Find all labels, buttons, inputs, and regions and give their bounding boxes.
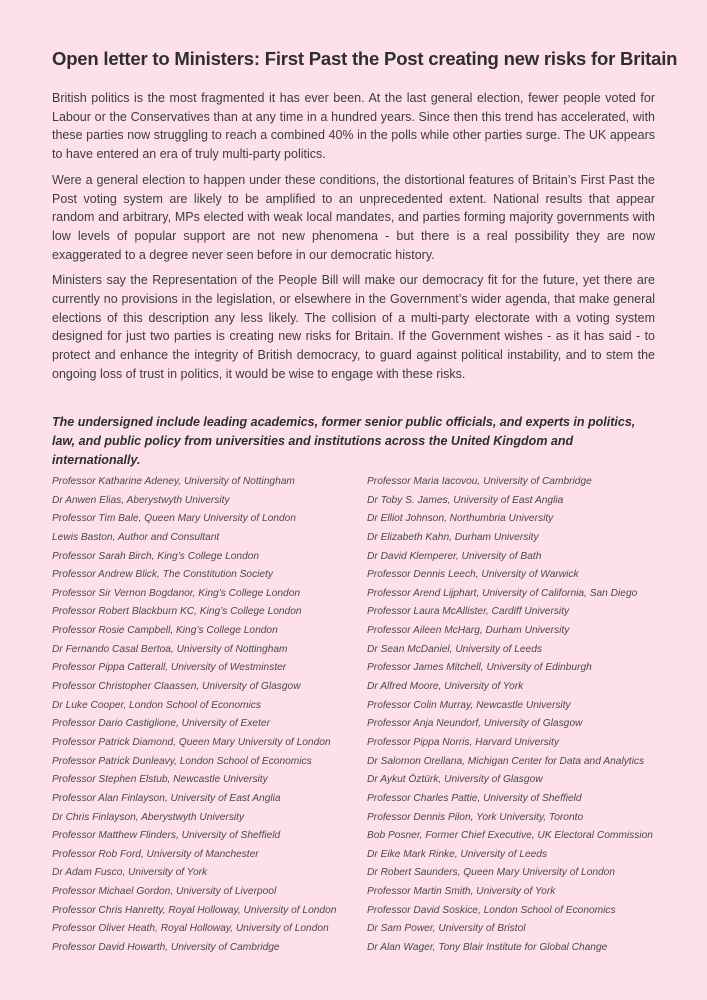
- signatory: Professor Pippa Catterall, University of Westminster: [52, 662, 287, 674]
- letter-body: [52, 89, 655, 391]
- signatory: Professor Laura McAllister, Cardiff University: [367, 606, 570, 618]
- signatory: Professor Andrew Blick, The Constitution Society: [52, 569, 274, 581]
- signatory: Dr Sam Power, University of Bristol: [367, 923, 526, 935]
- signatory: Bob Posner, Former Chief Executive, UK Electoral Commission: [367, 830, 653, 842]
- signatory: Professor Alan Finlayson, University of East Anglia: [52, 792, 281, 804]
- signatory: Professor David Howarth, University of Cambridge: [52, 942, 280, 954]
- signatory: Dr Alan Wager, Tony Blair Institute for Global Change: [367, 942, 608, 954]
- signatory: Dr Chris Finlayson, Aberystwyth University: [52, 811, 245, 823]
- signatory: Professor Martin Smith, University of York: [367, 886, 556, 898]
- signatory: Dr David Klemperer, University of Bath: [367, 550, 542, 562]
- signatory: Professor Maria Iacovou, University of Cambridge: [367, 476, 592, 487]
- signatory: Dr Elliot Johnson, Northumbria University: [367, 513, 554, 525]
- signatory: Professor Oliver Heath, Royal Holloway, University of London: [52, 923, 329, 935]
- signatory: Professor Pippa Norris, Harvard University: [367, 736, 559, 748]
- signatory: Professor James Mitchell, University of Edinburgh: [367, 662, 592, 674]
- signatories-intro: The undersigned include leading academics, former senior public officials, and experts in politics, law, and public policy from universities and institutions across the United Kingdom and internationally.: [52, 415, 636, 467]
- signatory: Professor Rob Ford, University of Manchester: [52, 848, 259, 860]
- signatory: Professor David Soskice, London School of Economics: [367, 904, 616, 916]
- paragraph: Were a general election to happen under these conditions, the distortional features of Britain’s First Past the Post voting system are likely to be amplified to an unprecedented extent. National results that appear random and arbitrary, MPs elected with weak local mandates, and parties forming majority governments with low levels of popular support are not new phenomena - but there is a real possibility they are now exaggerated to a degree never seen before in our democratic history.: [52, 172, 655, 262]
- signatory: Dr Eike Mark Rinke, University of Leeds: [367, 848, 548, 860]
- signatory: Professor Stephen Elstub, Newcastle University: [52, 774, 268, 786]
- signatory: Dr Luke Cooper, London School of Economics: [52, 699, 261, 711]
- signatory: Professor Charles Pattie, University of Sheffield: [367, 792, 582, 804]
- signatory: Professor Katharine Adeney, University of Nottingham: [52, 476, 295, 487]
- signatory: Professor Arend Lijphart, University of California, San Diego: [367, 587, 638, 599]
- signatory: Professor Dennis Leech, University of Warwick: [367, 569, 579, 581]
- signatory: Dr Anwen Elias, Aberystwyth University: [52, 494, 230, 506]
- signatory: Professor Robert Blackburn KC, King’s College London: [52, 606, 302, 618]
- signatory: Dr Fernando Casal Bertoa, University of Nottingham: [52, 643, 288, 655]
- paragraph: Ministers say the Representation of the People Bill will make our democracy fit for the future, yet there are currently no provisions in the legislation, or elsewhere in the Government’s wider agenda, that make general elections of this description any less likely. The collision of a multi-party electorate with a voting system designed for just two parties is creating new risks for Britain. If the Government wishes - as it has said - to protect and enhance the integrity of British democracy, to guard against political instability, and to stem the ongoing loss of trust in politics, it would be wise to engage with these risks.: [52, 273, 655, 381]
- signatory: Professor Christopher Claassen, University of Glasgow: [52, 681, 301, 693]
- signatory: Dr Aykut Öztürk, University of Glasgow: [367, 774, 543, 786]
- signatory: Professor Michael Gordon, University of Liverpool: [52, 886, 277, 898]
- signatories-column-left: [52, 475, 336, 960]
- signatory: Dr Alfred Moore, University of York: [367, 681, 524, 693]
- paragraph: British politics is the most fragmented it has ever been. At the last general election, fewer people voted for Labour or the Conservatives than at any time in a hundred years. Since then this trend has accelerated, with these parties now struggling to reach a combined 40% in the polls while other parties surge. The UK appears to have entered an era of truly multi-party politics.: [52, 91, 655, 162]
- signatory: Professor Sir Vernon Bogdanor, King’s College London: [52, 587, 301, 599]
- signatory: Dr Robert Saunders, Queen Mary University of London: [367, 867, 616, 879]
- signatory: Professor Patrick Diamond, Queen Mary University of London: [52, 736, 331, 748]
- page-title: Open letter to Ministers: First Past the Post creating new risks for Britain: [52, 48, 678, 69]
- signatory: Dr Elizabeth Kahn, Durham University: [367, 531, 539, 543]
- signatory: Professor Matthew Flinders, University of Sheffield: [52, 830, 281, 842]
- signatory: Professor Dennis Pilon, York University, Toronto: [367, 811, 584, 823]
- signatory: Professor Sarah Birch, King’s College London: [52, 550, 260, 562]
- signatory: Professor Rosie Campbell, King’s College London: [52, 625, 278, 637]
- signatory: Dr Adam Fusco, University of York: [52, 867, 208, 879]
- signatory: Professor Colin Murray, Newcastle University: [367, 699, 571, 711]
- signatory: Professor Patrick Dunleavy, London School of Economics: [52, 755, 312, 767]
- signatory: Professor Tim Bale, Queen Mary University of London: [52, 513, 296, 525]
- signatory: Professor Chris Hanretty, Royal Holloway, University of London: [52, 904, 337, 916]
- signatory: Professor Dario Castiglione, University of Exeter: [52, 718, 270, 730]
- signatory: Lewis Baston, Author and Consultant: [52, 531, 220, 543]
- signatory: Professor Anja Neundorf, University of Glasgow: [367, 718, 583, 730]
- signatory: Dr Salomon Orellana, Michigan Center for Data and Analytics: [367, 755, 645, 767]
- signatory: Dr Toby S. James, University of East Anglia: [367, 494, 564, 506]
- signatories-column-right: [367, 475, 653, 960]
- signatory: Dr Sean McDaniel, University of Leeds: [367, 643, 542, 655]
- signatory: Professor Aileen McHarg, Durham University: [367, 625, 570, 637]
